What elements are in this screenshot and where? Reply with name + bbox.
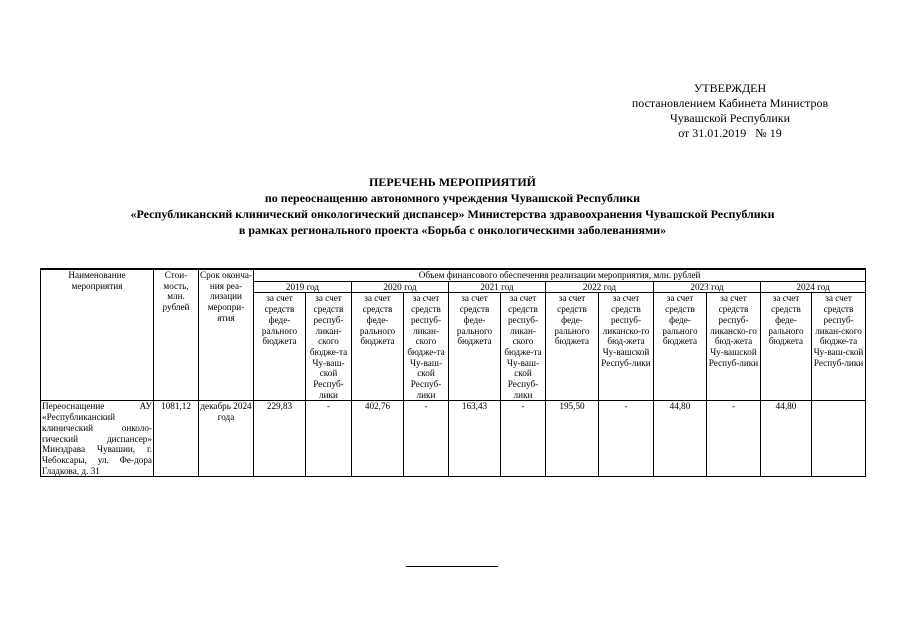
header-federal-budget: за счет средств феде-рального бюджета <box>654 293 707 401</box>
header-federal-budget: за счет средств феде-рального бюджета <box>254 293 306 401</box>
cell-2019-federal: 229,83 <box>254 401 306 477</box>
heading-subtitle-1: по переоснащению автономного учреждения Чувашской Республики <box>264 191 641 205</box>
header-year-2022: 2022 год <box>546 281 654 293</box>
header-year-2019: 2019 год <box>254 281 352 293</box>
cell-2024-republic <box>812 401 866 477</box>
cell-2020-federal: 402,76 <box>352 401 404 477</box>
cell-term: декабрь 2024 года <box>199 401 254 477</box>
header-republic-budget: за счет средств респуб-ликан-ского бюдже-та Чу-ваш-ской Респуб-лики <box>812 293 866 401</box>
cell-2022-federal: 195,50 <box>546 401 599 477</box>
header-federal-budget: за счет средств феде-рального бюджета <box>546 293 599 401</box>
header-cost: Стои-мость, млн. рублей <box>154 269 199 401</box>
header-federal-budget: за счет средств феде-рального бюджета <box>449 293 501 401</box>
header-republic-budget: за счет средств респуб-ликанско-го бюд-жета Чу-вашской Респуб-лики <box>707 293 761 401</box>
cell-2024-federal: 44,80 <box>761 401 812 477</box>
header-year-2020: 2020 год <box>352 281 449 293</box>
header-funding: Объем финансового обеспечения реализации мероприятия, млн. рублей <box>254 269 866 281</box>
cell-2023-federal: 44,80 <box>654 401 707 477</box>
approval-line-decree: постановлением Кабинета Министров <box>631 96 829 110</box>
table-row <box>41 401 866 477</box>
cell-2021-republic: - <box>501 401 546 477</box>
cell-2021-federal: 163,43 <box>449 401 501 477</box>
header-year-2021: 2021 год <box>449 281 546 293</box>
header-republic-budget: за счет средств респуб-ликан-ского бюдже-та Чу-ваш-ской Респуб-лики <box>501 293 546 401</box>
document-heading <box>40 174 865 238</box>
header-federal-budget: за счет средств феде-рального бюджета <box>352 293 404 401</box>
heading-title: ПЕРЕЧЕНЬ МЕРОПРИЯТИЙ <box>368 175 536 189</box>
header-year-2024: 2024 год <box>761 281 866 293</box>
header-name: Наименование мероприятия <box>41 269 154 401</box>
header-republic-budget: за счет средств респуб-ликанско-го бюд-жета Чу-вашской Респуб-лики <box>599 293 654 401</box>
header-federal-budget: за счет средств феде-рального бюджета <box>761 293 812 401</box>
header-year-2023: 2023 год <box>654 281 761 293</box>
approval-block <box>600 81 860 141</box>
header-republic-budget: за счет средств респуб-ликан-ского бюдже-та Чу-ваш-ской Респуб-лики <box>306 293 352 401</box>
cell-measure-name: Переоснащение АУ «Республиканский клинический онколо-гический диспансер» Минздрава Чувашии, г. Чебоксары, ул. Фе-дора Гладкова, д. 31 <box>42 401 152 476</box>
footer-divider <box>406 566 498 567</box>
approval-line-republic: Чувашской Республики <box>669 111 791 125</box>
header-term: Срок оконча-ния реа-лизации меропри-ятия <box>199 269 254 401</box>
measures-table <box>40 268 866 477</box>
heading-subtitle-3: в рамках регионального проекта «Борьба с онкологическими заболеваниями» <box>238 223 667 237</box>
cell-2020-republic: - <box>404 401 449 477</box>
cell-2019-republic: - <box>306 401 352 477</box>
cell-cost: 1081,12 <box>154 401 199 477</box>
cell-2022-republic: - <box>599 401 654 477</box>
cell-2023-republic: - <box>707 401 761 477</box>
heading-subtitle-2: «Республиканский клинический онкологический диспансер» Министерства здравоохранения Чувашской Республики <box>130 207 775 221</box>
approval-line-date: от 31.01.2019 № 19 <box>678 126 782 140</box>
header-republic-budget: за счет средств респуб-ликан-ского бюдже-та Чу-ваш-ской Респуб-лики <box>404 293 449 401</box>
approval-title: УТВЕРЖДЕН <box>693 81 767 95</box>
